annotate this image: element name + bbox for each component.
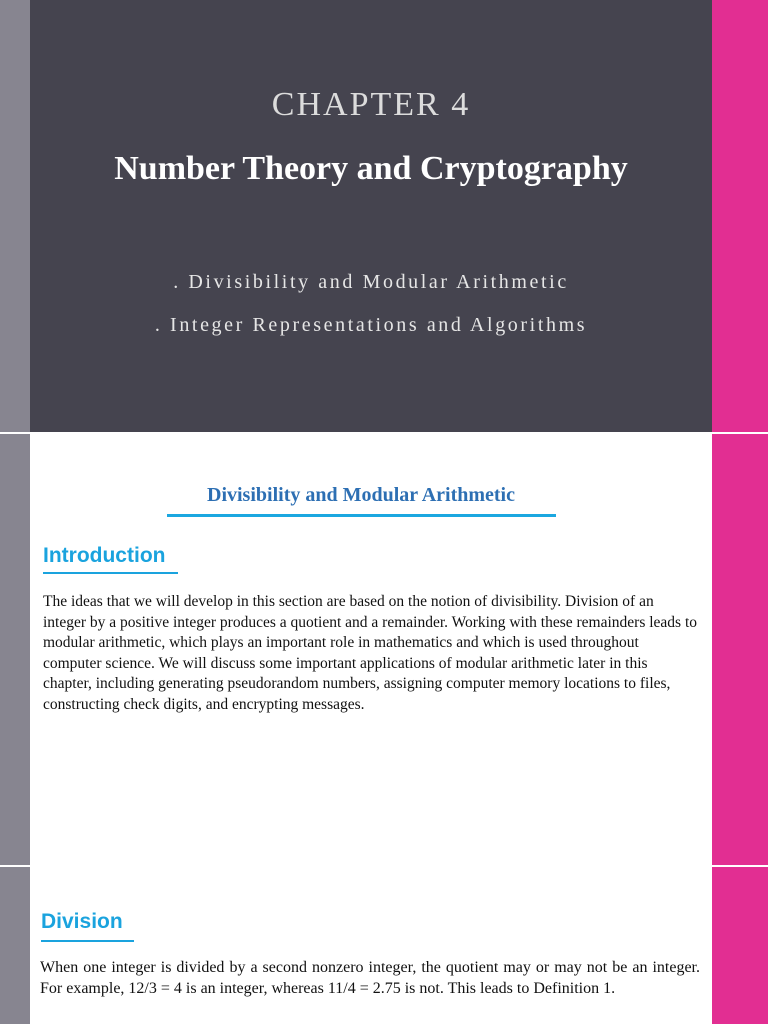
introduction-heading: Introduction [43,544,166,567]
introduction-paragraph: The ideas that we will develop in this section are based on the notion of divisibility. Division of an integer by a positive integer produces a quotient and a remainder. Working with these remainders leads to modular arithmetic, which plays an important role in mathematics and which is used throughout computer science. We will discuss some important applications of modular arithmetic later in this chapter, including generating pseudorandom numbers, assigning computer memory locations to files, constructing check digits, and encrypting messages. [43,593,698,713]
division-heading: Division [41,910,123,933]
division-slide [30,867,712,1024]
left-rail [0,0,30,1024]
content-slide [30,434,712,865]
topic-item-divisibility: . Divisibility and Modular Arithmetic [173,271,569,293]
division-paragraph: When one integer is divided by a second nonzero integer, the quotient may or may not be an integer. For example, 12/3 = 4 is an integer, whereas 11/4 = 2.75 is not. This leads to Definition 1. [40,959,700,997]
title-slide [30,0,712,432]
chapter-title: Number Theory and Cryptography [114,150,628,187]
chapter-label: CHAPTER 4 [271,86,471,123]
division-underline [41,940,134,942]
introduction-underline [43,572,178,574]
section-heading-underline [167,514,556,517]
right-accent-bar [712,0,768,1024]
section-heading: Divisibility and Modular Arithmetic [207,484,515,506]
topic-item-integer-representations: . Integer Representations and Algorithms [154,314,588,336]
